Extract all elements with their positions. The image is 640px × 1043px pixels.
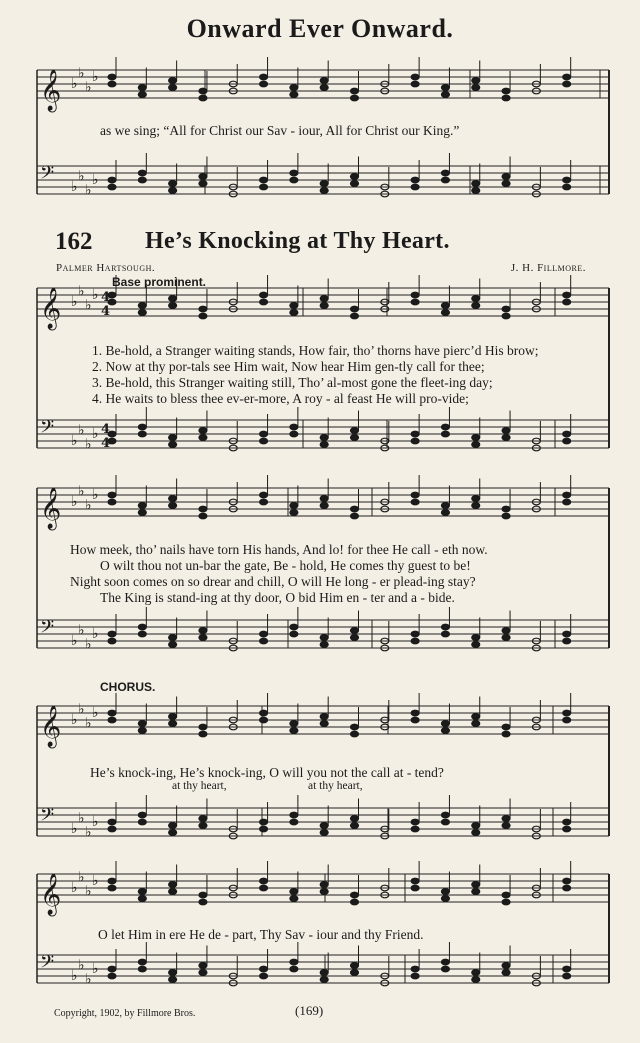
verse-3-line-2: Night soon comes on so drear and chill, O will He long - er plead-ing stay? [70, 574, 476, 589]
performance-direction: Base prominent. [112, 275, 207, 289]
svg-text:♭: ♭ [71, 633, 78, 649]
verse-4-line-1: 4. He waits to bless thee ev-er-more, A roy - al feast He will pro-vide; [92, 391, 469, 406]
svg-text:♭: ♭ [78, 283, 85, 300]
svg-text:♭: ♭ [85, 79, 92, 96]
svg-text:♭: ♭ [85, 636, 92, 653]
svg-text:♭: ♭ [85, 497, 92, 514]
svg-text:♭: ♭ [85, 883, 92, 900]
svg-text:♭: ♭ [78, 422, 85, 439]
verse-2-line-2: O wilt thou not un-bar the gate, Be - hold, He comes thy guest to be! [100, 558, 471, 573]
svg-text:♭: ♭ [78, 869, 85, 886]
svg-text:♭: ♭ [92, 426, 99, 442]
svg-text:♭: ♭ [78, 810, 85, 827]
svg-text:𝄢: 𝄢 [40, 805, 55, 830]
svg-text:♭: ♭ [78, 483, 85, 500]
svg-text:4: 4 [101, 436, 111, 451]
svg-text:♭: ♭ [71, 494, 78, 510]
chorus-line-1: He’s knock-ing, He’s knock-ing, O will you not the call at - tend? [90, 765, 444, 780]
svg-text:♭: ♭ [92, 487, 99, 503]
verse-2-line-1: 2. Now at thy por-tals see Him wait, Now hear Him gen-tly call for thee; [92, 359, 485, 374]
svg-text:𝄞: 𝄞 [40, 874, 62, 915]
svg-text:♭: ♭ [78, 168, 85, 185]
svg-text:♭: ♭ [78, 957, 85, 974]
svg-text:♭: ♭ [71, 179, 78, 195]
svg-text:4: 4 [101, 422, 111, 437]
verse-1-line-1: 1. Be-hold, a Stranger waiting stands, How fair, tho’ thorns have pierc’d His brow; [92, 343, 539, 358]
svg-text:𝄞: 𝄞 [40, 488, 62, 529]
hymn-number: 162 [55, 228, 93, 255]
svg-text:♭: ♭ [71, 76, 78, 92]
svg-text:𝄞: 𝄞 [40, 288, 62, 329]
svg-text:4: 4 [101, 290, 111, 305]
svg-text:♭: ♭ [71, 433, 78, 449]
svg-text:♭: ♭ [92, 705, 99, 721]
svg-text:♭: ♭ [71, 968, 78, 984]
svg-text:4: 4 [101, 304, 111, 319]
svg-text:♭: ♭ [71, 294, 78, 310]
svg-text:𝄞: 𝄞 [40, 706, 62, 747]
prev-hymn-lyric: as we sing; “All for Christ our Sav - iour, All for Christ our King.” [100, 123, 460, 138]
svg-text:♭: ♭ [85, 971, 92, 988]
svg-text:♭: ♭ [85, 436, 92, 453]
svg-text:♭: ♭ [71, 880, 78, 896]
svg-text:♭: ♭ [78, 701, 85, 718]
lyricist-credit: Palmer Hartsough. [56, 262, 156, 274]
verse-1-line-2: How meek, tho’ nails have torn His hands, And lo! for thee He call - eth now. [70, 542, 488, 557]
svg-text:𝄞: 𝄞 [40, 70, 62, 111]
svg-text:𝄢: 𝄢 [40, 952, 55, 977]
svg-text:♭: ♭ [78, 65, 85, 82]
svg-text:♭: ♭ [92, 287, 99, 303]
svg-text:♭: ♭ [71, 712, 78, 728]
svg-text:♭: ♭ [92, 873, 99, 889]
svg-text:♭: ♭ [85, 182, 92, 199]
hymn-title: He’s Knocking at Thy Heart. [145, 228, 450, 254]
svg-text:𝄢: 𝄢 [40, 417, 55, 442]
chorus-line-2: O let Him in ere He de - part, Thy Sav - iour and thy Friend. [98, 927, 424, 942]
svg-text:♭: ♭ [78, 622, 85, 639]
svg-text:♭: ♭ [92, 961, 99, 977]
svg-text:♭: ♭ [92, 69, 99, 85]
svg-text:♭: ♭ [92, 626, 99, 642]
copyright-notice: Copyright, 1902, by Fillmore Bros. [54, 1008, 196, 1019]
svg-text:♭: ♭ [85, 824, 92, 841]
chorus-echo-2: at thy heart, [308, 780, 363, 792]
chorus-label: CHORUS. [100, 680, 156, 694]
svg-text:♭: ♭ [92, 814, 99, 830]
chorus-echo-1: at thy heart, [172, 780, 227, 792]
svg-text:♭: ♭ [71, 821, 78, 837]
page-number: (169) [295, 1003, 324, 1018]
verse-4-line-2: The King is stand-ing at thy door, O bid Him en - ter and a - bide. [100, 590, 455, 605]
prev-hymn-title: Onward Ever Onward. [186, 14, 454, 43]
composer-credit: J. H. Fillmore. [510, 262, 586, 274]
svg-text:♭: ♭ [85, 715, 92, 732]
verse-3-line-1: 3. Be-hold, this Stranger waiting still, Tho’ al-most gone the fleet-ing day; [92, 375, 493, 390]
svg-text:♭: ♭ [85, 297, 92, 314]
svg-text:♭: ♭ [92, 172, 99, 188]
svg-text:𝄢: 𝄢 [40, 163, 55, 188]
svg-text:𝄢: 𝄢 [40, 617, 55, 642]
